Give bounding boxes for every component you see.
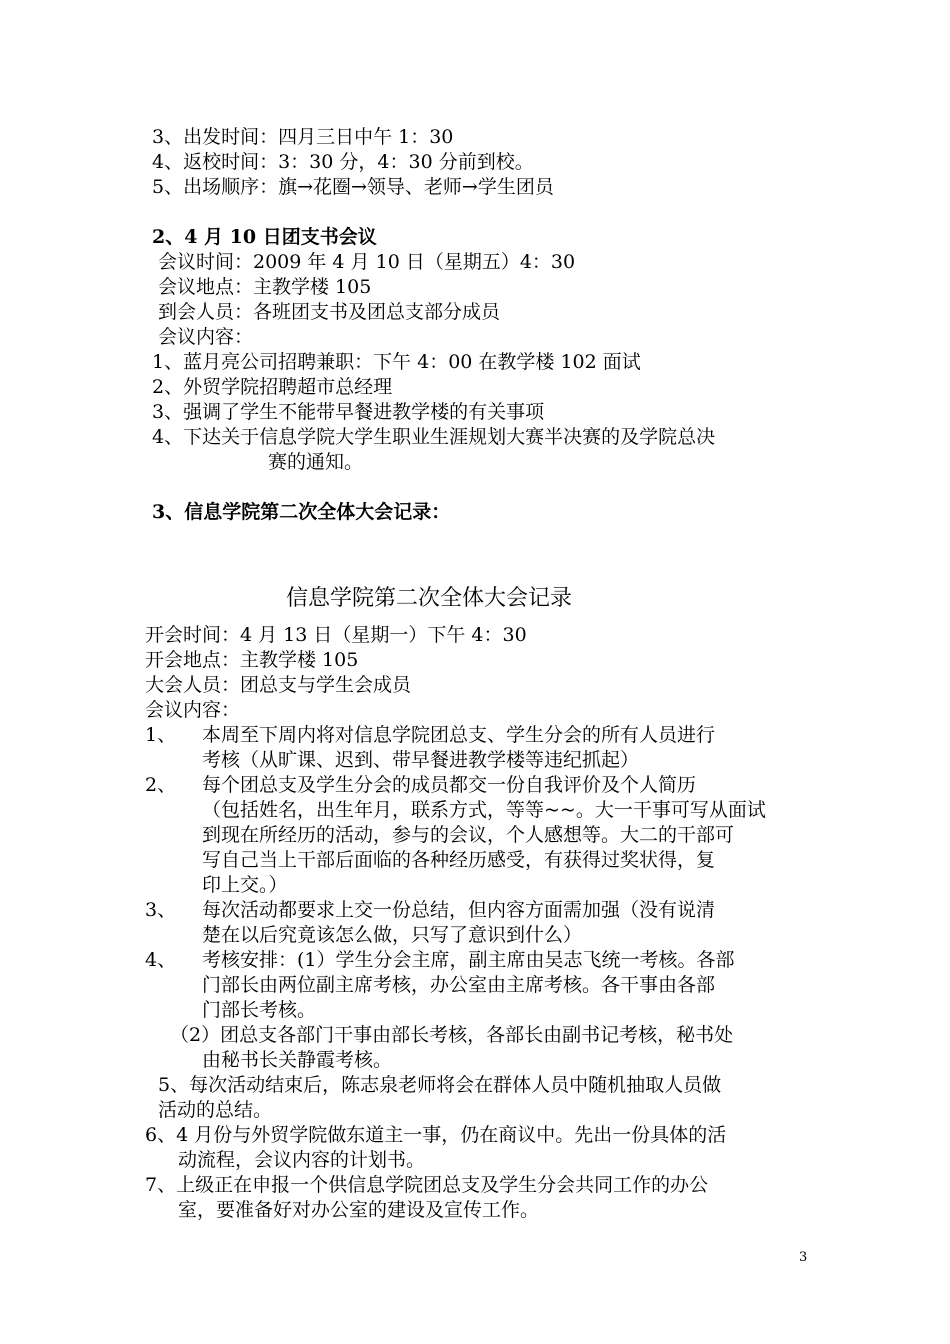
section2-attendees: 到会人员：各班团支书及团总支部分成员 [158,301,501,323]
section2-item: 2、外贸学院招聘超市总经理 [152,376,393,398]
section2-place: 会议地点：主教学楼 105 [158,276,372,298]
minutes-item7-line: 室，要准备好对办公室的建设及宣传工作。 [178,1199,540,1221]
minutes-item5-line: 活动的总结。 [158,1099,273,1121]
minutes-item6-line: 6、4 月份与外贸学院做东道主一事，仍在商议中。先出一份具体的活 [145,1124,727,1146]
minutes-item4-sub-line: 由秘书长关静霞考核。 [202,1049,393,1071]
minutes-attendees: 大会人员：团总支与学生会成员 [145,674,412,696]
minutes-item-line: 写自己当上干部后面临的各种经历感受，有获得过奖状得，复 [202,849,716,871]
minutes-place: 开会地点：主教学楼 105 [145,649,359,671]
section2-time: 会议时间：2009 年 4 月 10 日（星期五）4：30 [158,251,576,273]
minutes-item7-line: 7、上级正在申报一个供信息学院团总支及学生分会共同工作的办公 [145,1174,709,1196]
minutes-item-number: 1、 [145,724,177,746]
minutes-item-line: 印上交。） [202,874,288,896]
section2-content-label: 会议内容： [158,326,254,348]
page-number: 3 [799,1250,808,1265]
minutes-item-line: 到现在所经历的活动，参与的会议，个人感想等。大二的干部可 [202,824,735,846]
top-list-item: 3、出发时间：四月三日中午 1：30 [152,126,454,148]
minutes-content-label: 会议内容： [145,699,241,721]
minutes-item6-line: 动流程，会议内容的计划书。 [178,1149,426,1171]
minutes-item-line: 楚在以后究竟该怎么做，只写了意识到什么） [202,924,583,946]
section2-item: 1、蓝月亮公司招聘兼职：下午 4：00 在教学楼 102 面试 [152,351,641,373]
minutes-item-number: 2、 [145,774,177,796]
minutes-title: 信息学院第二次全体大会记录 [286,586,573,611]
minutes-item-line: 每个团总支及学生分会的成员都交一份自我评价及个人简历 [202,774,697,796]
section2-item: 3、强调了学生不能带早餐进教学楼的有关事项 [152,401,545,423]
minutes-item-number: 3、 [145,899,177,921]
section2-item-continued: 赛的通知。 [268,451,364,473]
minutes-item-line: （包括姓名，出生年月，联系方式，等等~~。大一干事可写从面试 [202,799,766,821]
minutes-item5-line: 5、每次活动结束后，陈志泉老师将会在群体人员中随机抽取人员做 [158,1074,722,1096]
section2-heading: 2、4 月 10 日团支书会议 [152,226,377,248]
section3-heading: 3、信息学院第二次全体大会记录： [152,501,451,523]
top-list-item: 4、返校时间：3：30 分，4：30 分前到校。 [152,151,534,173]
minutes-item-line: 门部长考核。 [202,999,317,1021]
minutes-item-line: 考核（从旷课、迟到、带早餐进教学楼等违纪抓起） [202,749,640,771]
minutes-item-line: 本周至下周内将对信息学院团总支、学生分会的所有人员进行 [202,724,716,746]
minutes-item-line: 每次活动都要求上交一份总结，但内容方面需加强（没有说清 [202,899,716,921]
minutes-item-line: 门部长由两位副主席考核，办公室由主席考核。各干事由各部 [202,974,716,996]
minutes-item-line: 考核安排：(1）学生分会主席，副主席由吴志飞统一考核。各部 [202,949,735,971]
minutes-item4-sub-line: （2）团总支各部门干事由部长考核，各部长由副书记考核，秘书处 [170,1024,734,1046]
section2-item: 4、下达关于信息学院大学生职业生涯规划大赛半决赛的及学院总决 [152,426,716,448]
minutes-time: 开会时间：4 月 13 日（星期一）下午 4：30 [145,624,527,646]
minutes-item-number: 4、 [145,949,177,971]
top-list-item: 5、出场顺序：旗→花圈→领导、老师→学生团员 [152,176,554,198]
